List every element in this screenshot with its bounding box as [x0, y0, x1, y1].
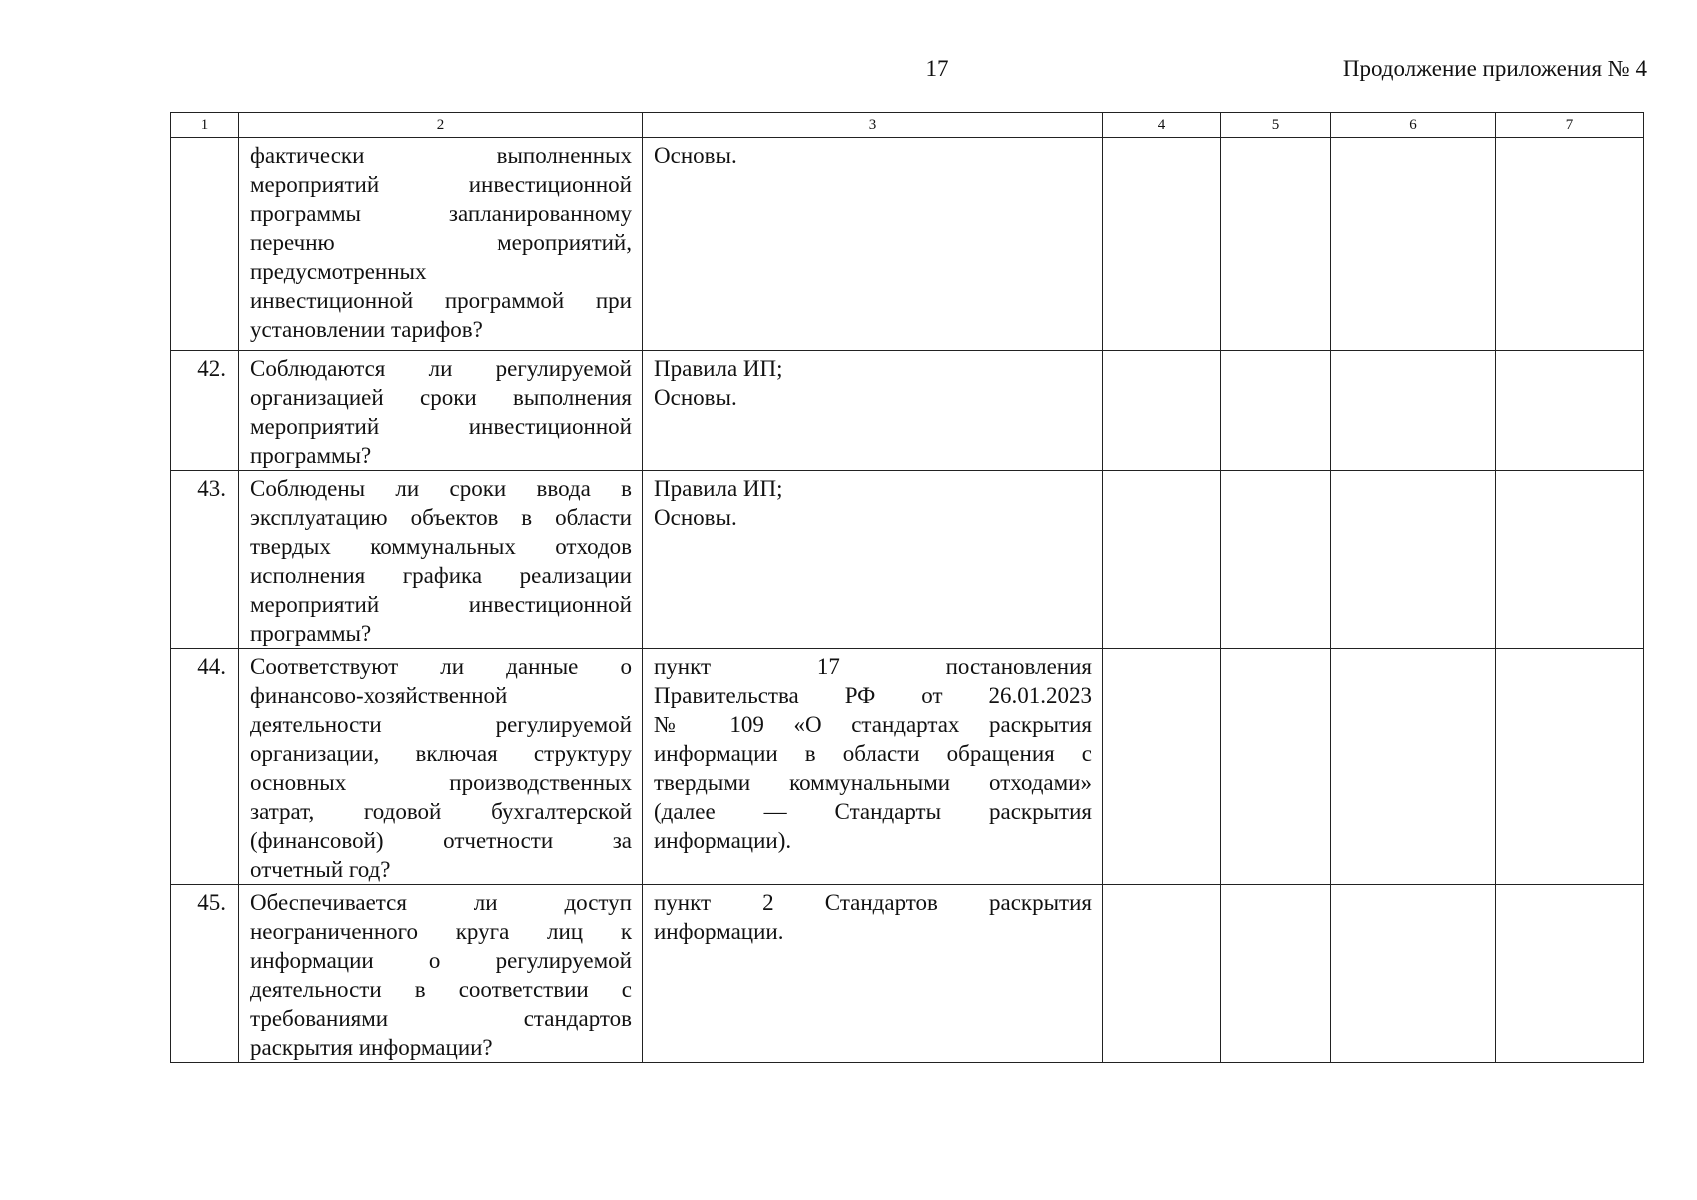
blank-cell-col-6 [1331, 885, 1496, 1063]
blank-cell-col-4 [1103, 351, 1221, 471]
question-line: требованиями стандартов [250, 1006, 632, 1031]
question-line: основных производственных [250, 770, 632, 795]
legal-basis-line: информации). [654, 828, 792, 853]
question-line: Обеспечивается ли доступ [250, 890, 632, 915]
row-number: 43. [171, 471, 239, 649]
column-header-6: 6 [1331, 113, 1496, 138]
legal-basis-cell [643, 138, 1103, 351]
legal-basis-cell [643, 471, 1103, 649]
legal-basis-line: (далее — Стандарты раскрытия [654, 799, 1092, 824]
question-line: программы? [250, 621, 372, 646]
question-line: твердых коммунальных отходов [250, 534, 632, 559]
blank-cell-col-6 [1331, 351, 1496, 471]
question-line: (финансовой) отчетности за [250, 828, 632, 853]
column-header-1: 1 [171, 113, 239, 138]
question-line: финансово-хозяйственной [250, 683, 508, 708]
question-line: программы? [250, 443, 372, 468]
blank-cell-col-5 [1221, 649, 1331, 885]
question-line: затрат, годовой бухгалтерской [250, 799, 632, 824]
legal-basis-cell [643, 351, 1103, 471]
question-line: деятельности в соответствии с [250, 977, 632, 1002]
column-header-3: 3 [643, 113, 1103, 138]
table-row [171, 885, 1644, 1063]
blank-cell-col-4 [1103, 471, 1221, 649]
row-number: 42. [171, 351, 239, 471]
question-line: организации, включая структуру [250, 741, 632, 766]
table-row [171, 351, 1644, 471]
table-row [171, 649, 1644, 885]
legal-basis-line: Правительства РФ от 26.01.2023 [654, 683, 1092, 708]
blank-cell-col-5 [1221, 351, 1331, 471]
blank-cell-col-7 [1496, 351, 1644, 471]
blank-cell-col-6 [1331, 471, 1496, 649]
legal-basis-line: № 109 «О стандартах раскрытия [654, 712, 1092, 737]
column-header-2: 2 [239, 113, 643, 138]
question-line: исполнения графика реализации [250, 563, 632, 588]
question-cell [239, 471, 643, 649]
table-row [171, 138, 1644, 351]
blank-cell-col-7 [1496, 471, 1644, 649]
legal-basis-line: пункт 2 Стандартов раскрытия [654, 890, 1092, 915]
column-header-5: 5 [1221, 113, 1331, 138]
legal-basis-line: твердыми коммунальными отходами» [654, 770, 1092, 795]
legal-basis-line: Правила ИП; [654, 476, 783, 501]
question-line: мероприятий инвестиционной [250, 592, 632, 617]
blank-cell-col-6 [1331, 138, 1496, 351]
checklist-table [170, 112, 1644, 1063]
blank-cell-col-5 [1221, 471, 1331, 649]
row-number: 45. [171, 885, 239, 1063]
legal-basis-line: Основы. [654, 385, 737, 410]
continuation-caption: Продолжение приложения № 4 [1342, 56, 1647, 81]
legal-basis-cell [643, 649, 1103, 885]
blank-cell-col-4 [1103, 138, 1221, 351]
question-line: Соблюдены ли сроки ввода в [250, 476, 632, 501]
question-line: перечню мероприятий, [250, 230, 632, 255]
question-line: предусмотренных [250, 259, 427, 284]
blank-cell-col-4 [1103, 885, 1221, 1063]
question-line: информации о регулируемой [250, 948, 632, 973]
page-number: 17 [925, 56, 949, 81]
blank-cell-col-7 [1496, 649, 1644, 885]
blank-cell-col-6 [1331, 649, 1496, 885]
legal-basis-line: Основы. [654, 505, 737, 530]
question-line: установлении тарифов? [250, 317, 483, 342]
question-line: программы запланированному [250, 201, 632, 226]
legal-basis-line: информации. [654, 919, 784, 944]
question-line: деятельности регулируемой [250, 712, 632, 737]
legal-basis-line: пункт 17 постановления [654, 654, 1092, 679]
row-number: 44. [171, 649, 239, 885]
legal-basis-cell [643, 885, 1103, 1063]
question-line: фактически выполненных [250, 143, 632, 168]
blank-cell-col-4 [1103, 649, 1221, 885]
blank-cell-col-5 [1221, 138, 1331, 351]
table-row [171, 471, 1644, 649]
question-line: мероприятий инвестиционной [250, 172, 632, 197]
question-line: мероприятий инвестиционной [250, 414, 632, 439]
legal-basis-line: информации в области обращения с [654, 741, 1092, 766]
question-line: эксплуатацию объектов в области [250, 505, 632, 530]
question-cell [239, 649, 643, 885]
blank-cell-col-7 [1496, 138, 1644, 351]
question-cell [239, 351, 643, 471]
blank-cell-col-7 [1496, 885, 1644, 1063]
question-line: отчетный год? [250, 857, 391, 882]
column-header-7: 7 [1496, 113, 1644, 138]
question-cell [239, 885, 643, 1063]
question-line: инвестиционной программой при [250, 288, 632, 313]
legal-basis-line: Основы. [654, 143, 737, 168]
row-number [171, 138, 239, 351]
column-number-row [171, 113, 1644, 138]
legal-basis-line: Правила ИП; [654, 356, 783, 381]
question-line: раскрытия информации? [250, 1035, 493, 1060]
question-cell [239, 138, 643, 351]
question-line: организацией сроки выполнения [250, 385, 632, 410]
question-line: Соблюдаются ли регулируемой [250, 356, 632, 381]
question-line: неограниченного круга лиц к [250, 919, 632, 944]
column-header-4: 4 [1103, 113, 1221, 138]
blank-cell-col-5 [1221, 885, 1331, 1063]
question-line: Соответствуют ли данные о [250, 654, 632, 679]
